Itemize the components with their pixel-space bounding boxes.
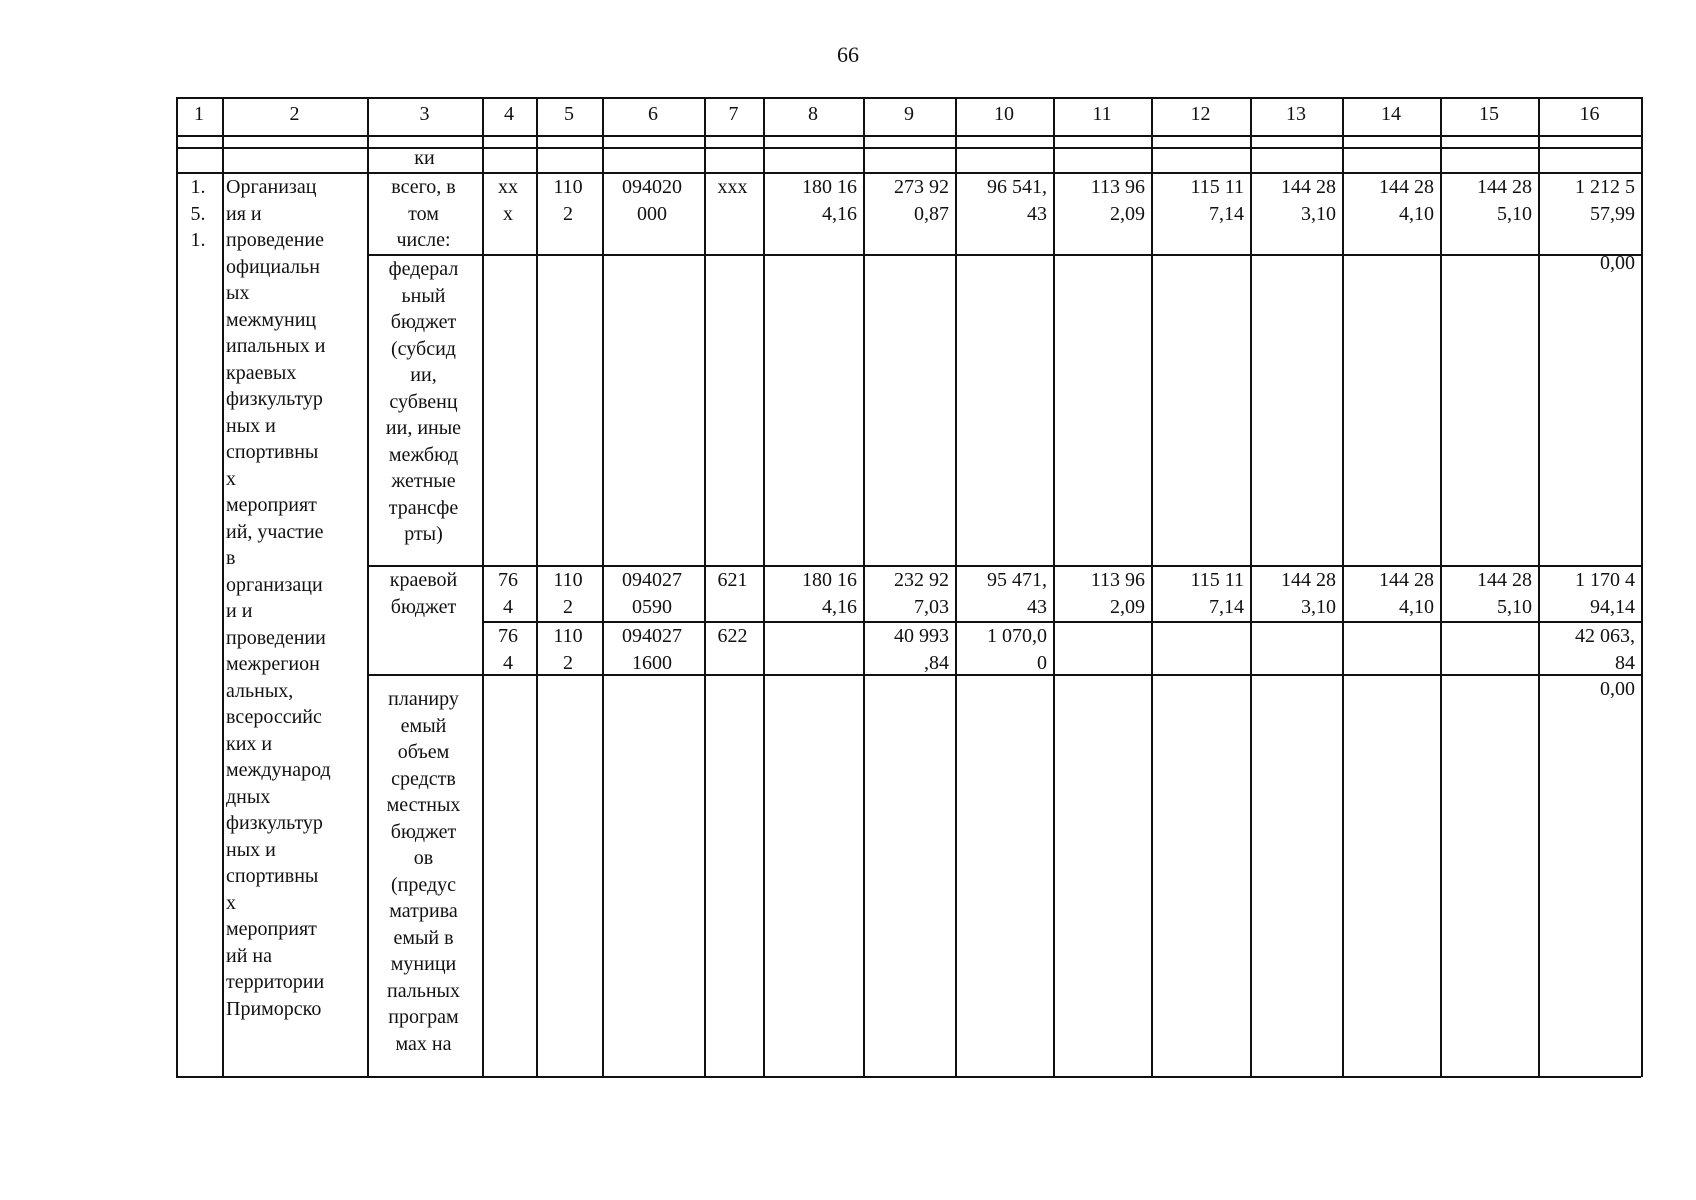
column-header-15: 15 bbox=[1479, 103, 1499, 125]
activity-name-line: организаци bbox=[226, 573, 323, 596]
regional-a-c12-line: 7,14 bbox=[1209, 595, 1244, 618]
funding-federal-label-line: ии, bbox=[410, 364, 437, 386]
table-column-rule bbox=[704, 97, 706, 1077]
activity-name-line: межмуниц bbox=[226, 308, 317, 331]
regional-a-c16 bbox=[1542, 567, 1635, 620]
column-header-1: 1 bbox=[194, 103, 204, 125]
regional-a-c14-line: 4,10 bbox=[1399, 595, 1434, 618]
continuation-text: ки bbox=[414, 147, 435, 169]
funding-federal-label-line: ьный bbox=[401, 284, 446, 307]
activity-name-line: ий на bbox=[226, 944, 272, 967]
regional-b-c10-line: 0 bbox=[1037, 651, 1047, 674]
activity-name-line: Организац bbox=[226, 176, 317, 198]
total-c12 bbox=[1155, 174, 1244, 227]
federal-c16: 0,00 bbox=[1600, 252, 1635, 274]
total-c9-line: 0,87 bbox=[914, 202, 949, 225]
activity-name-line: ий, участие bbox=[226, 520, 324, 543]
regional-b-c7 bbox=[708, 623, 757, 650]
regional-a-c10-line: 43 bbox=[1027, 595, 1047, 618]
funding-local-label-line: емый bbox=[400, 714, 447, 737]
regional-a-c6-line: 094027 bbox=[622, 569, 682, 591]
funding-local-label-line: объем bbox=[397, 741, 450, 763]
activity-name-line: х bbox=[226, 467, 236, 490]
regional-a-c5-line: 2 bbox=[563, 595, 573, 618]
total-c15-line: 144 28 bbox=[1477, 176, 1532, 198]
total-c8-line: 180 16 bbox=[802, 176, 857, 198]
regional-a-c12 bbox=[1155, 567, 1244, 620]
regional-a-c11-line: 113 96 bbox=[1090, 569, 1145, 591]
table-column-rule bbox=[763, 97, 765, 1077]
activity-name-line: х bbox=[226, 891, 236, 914]
activity-name-line: ия и bbox=[226, 202, 262, 225]
regional-b-c9-line: 40 993 bbox=[894, 625, 949, 647]
funding-federal-label-line: рты) bbox=[404, 523, 443, 545]
total-c7-line: ххх bbox=[717, 176, 748, 198]
funding-total-label-line: числе: bbox=[396, 229, 451, 251]
total-c7 bbox=[708, 174, 757, 201]
regional-a-c11 bbox=[1057, 567, 1145, 620]
funding-total-label-line: всего, в bbox=[391, 176, 456, 198]
total-c15 bbox=[1444, 174, 1532, 227]
table-column-rule bbox=[482, 97, 484, 1077]
activity-name-line: ых bbox=[226, 282, 250, 304]
regional-a-c16-line: 1 170 4 bbox=[1575, 569, 1635, 591]
column-header-9: 9 bbox=[904, 103, 914, 125]
activity-name-line: спортивны bbox=[226, 865, 319, 887]
funding-federal-label bbox=[371, 256, 476, 548]
regional-a-c4 bbox=[486, 567, 530, 620]
regional-a-c6-line: 0590 bbox=[632, 595, 672, 618]
regional-a-c10-line: 95 471, bbox=[987, 569, 1047, 591]
regional-b-c5-line: 110 bbox=[553, 625, 583, 647]
column-header-2: 2 bbox=[289, 103, 300, 125]
funding-regional-label-line: бюджет bbox=[390, 595, 457, 618]
regional-a-c13-line: 144 28 bbox=[1281, 569, 1336, 591]
activity-name-line: всероссийс bbox=[226, 706, 322, 728]
total-c8-line: 4,16 bbox=[822, 202, 857, 225]
funding-local-label-line: бюджет bbox=[390, 820, 457, 843]
regional-b-c5-line: 2 bbox=[563, 651, 573, 674]
regional-b-c9-line: ,84 bbox=[924, 651, 949, 674]
total-c16 bbox=[1542, 174, 1635, 227]
column-header-5: 5 bbox=[564, 103, 574, 125]
total-c14-line: 144 28 bbox=[1379, 176, 1434, 198]
total-c13-line: 3,10 bbox=[1301, 202, 1336, 225]
regional-a-c9-line: 232 92 bbox=[894, 569, 949, 591]
regional-b-c16-line: 84 bbox=[1615, 651, 1635, 674]
activity-name-line: Приморско bbox=[226, 997, 322, 1020]
total-c4-line: хх bbox=[498, 176, 518, 198]
column-header-7: 7 bbox=[728, 103, 739, 125]
activity-name-line: спортивны bbox=[226, 441, 319, 463]
total-c10-line: 43 bbox=[1027, 202, 1047, 225]
table-rule bbox=[367, 254, 1641, 256]
funding-total-label-line: том bbox=[408, 202, 439, 225]
table-rule bbox=[176, 97, 1641, 99]
regional-b-c4-line: 4 bbox=[503, 651, 513, 674]
funding-local-label-line: муници bbox=[390, 953, 457, 975]
total-c16-line: 57,99 bbox=[1590, 202, 1635, 225]
funding-local-label-line: местных bbox=[386, 794, 461, 816]
regional-b-c9 bbox=[867, 623, 949, 676]
regional-a-c13-line: 3,10 bbox=[1301, 595, 1336, 618]
total-c5-line: 110 bbox=[553, 176, 583, 198]
funding-federal-label-line: трансфе bbox=[388, 496, 459, 519]
column-header-14: 14 bbox=[1381, 103, 1401, 125]
regional-b-c6-line: 094027 bbox=[622, 625, 682, 647]
regional-a-c16-line: 94,14 bbox=[1590, 595, 1635, 618]
activity-name-line: проведении bbox=[226, 626, 326, 649]
funding-federal-label-line: субвенц bbox=[389, 390, 458, 413]
activity-name-line: международ bbox=[226, 759, 331, 781]
table-column-rule bbox=[602, 97, 604, 1077]
funding-local-label-line: матрива bbox=[389, 900, 458, 922]
total-c8 bbox=[767, 174, 857, 227]
funding-local-label-line: емый в bbox=[393, 926, 454, 949]
activity-name-line: дных bbox=[226, 785, 271, 808]
funding-local-label-line: планиру bbox=[388, 688, 459, 710]
activity-name bbox=[226, 174, 361, 1022]
table-column-rule bbox=[222, 97, 224, 1077]
activity-name-line: ких и bbox=[226, 732, 273, 755]
table-column-rule bbox=[1641, 97, 1643, 1077]
activity-name-line: межрегион bbox=[226, 653, 320, 675]
row-number bbox=[180, 174, 216, 254]
total-c9 bbox=[867, 174, 949, 227]
activity-name-line: территории bbox=[226, 971, 325, 993]
total-c6-line: 000 bbox=[637, 202, 667, 225]
funding-local-label-line: (предус bbox=[390, 873, 457, 896]
activity-name-line: в bbox=[226, 547, 236, 569]
regional-b-c4-line: 76 bbox=[498, 625, 518, 647]
table-column-rule bbox=[1053, 97, 1055, 1077]
regional-a-c6 bbox=[606, 567, 698, 620]
regional-a-c10 bbox=[959, 567, 1047, 620]
total-c12-line: 7,14 bbox=[1209, 202, 1244, 225]
regional-a-c14 bbox=[1346, 567, 1434, 620]
funding-federal-label-line: межбюд bbox=[388, 443, 459, 466]
regional-a-c4-line: 76 bbox=[498, 569, 518, 591]
activity-name-line: альных, bbox=[226, 679, 294, 702]
regional-a-c8-line: 4,16 bbox=[822, 595, 857, 618]
regional-b-c4 bbox=[486, 623, 530, 676]
funding-local-label-line: средств bbox=[391, 767, 456, 790]
activity-name-line: краевых bbox=[226, 361, 297, 384]
regional-a-c5-line: 110 bbox=[553, 569, 583, 591]
funding-federal-label-line: (субсид bbox=[391, 337, 456, 360]
activity-name-line: ипальных и bbox=[226, 335, 326, 357]
regional-a-c14-line: 144 28 bbox=[1379, 569, 1434, 591]
regional-a-c7 bbox=[708, 567, 757, 594]
regional-a-c9-line: 7,03 bbox=[914, 595, 949, 618]
total-c11-line: 2,09 bbox=[1110, 202, 1145, 225]
funding-regional-label bbox=[371, 567, 476, 620]
activity-name-line: мероприят bbox=[226, 918, 317, 940]
funding-federal-label-line: федерал bbox=[388, 258, 459, 280]
activity-name-line: физкультур bbox=[226, 388, 323, 410]
local-c16: 0,00 bbox=[1600, 678, 1635, 700]
table-column-rule bbox=[176, 97, 178, 1077]
activity-name-line: ных и bbox=[226, 414, 276, 437]
regional-b-c16-line: 42 063, bbox=[1575, 625, 1635, 647]
regional-b-c16 bbox=[1542, 623, 1635, 676]
funding-local-label-line: мах на bbox=[395, 1032, 452, 1055]
activity-name-line: физкультур bbox=[226, 812, 323, 834]
total-c6 bbox=[606, 174, 698, 227]
regional-a-c8-line: 180 16 bbox=[802, 569, 857, 591]
column-header-4: 4 bbox=[504, 103, 514, 125]
column-header-11: 11 bbox=[1092, 103, 1112, 125]
column-header-10: 10 bbox=[994, 103, 1014, 125]
regional-a-c5 bbox=[540, 567, 596, 620]
regional-b-c10-line: 1 070,0 bbox=[987, 625, 1047, 647]
column-header-3: 3 bbox=[419, 103, 430, 125]
regional-b-c6 bbox=[606, 623, 698, 676]
regional-b-c6-line: 1600 bbox=[632, 651, 672, 674]
total-c5 bbox=[540, 174, 596, 227]
total-c14 bbox=[1346, 174, 1434, 227]
page-number: 66 bbox=[837, 42, 859, 67]
regional-a-c11-line: 2,09 bbox=[1110, 595, 1145, 618]
activity-name-line: официальн bbox=[226, 255, 320, 278]
table-column-rule bbox=[536, 97, 538, 1077]
regional-a-c8 bbox=[767, 567, 857, 620]
regional-a-c7-line: 621 bbox=[717, 569, 748, 591]
total-c6-line: 094020 bbox=[622, 176, 682, 198]
table-column-rule bbox=[955, 97, 957, 1077]
activity-name-line: проведение bbox=[226, 229, 324, 251]
regional-a-c12-line: 115 11 bbox=[1190, 569, 1244, 591]
regional-b-c10 bbox=[959, 623, 1047, 676]
table-column-rule bbox=[1440, 97, 1442, 1077]
funding-federal-label-line: ии, иные bbox=[385, 417, 462, 439]
total-c16-line: 1 212 5 bbox=[1575, 176, 1635, 198]
regional-b-c5 bbox=[540, 623, 596, 676]
funding-local-label bbox=[371, 686, 476, 1057]
total-c4 bbox=[486, 174, 530, 227]
total-c14-line: 4,10 bbox=[1399, 202, 1434, 225]
regional-b-c7-line: 622 bbox=[717, 625, 748, 647]
table-column-rule bbox=[1250, 97, 1252, 1077]
regional-a-c15 bbox=[1444, 567, 1532, 620]
column-header-12: 12 bbox=[1190, 103, 1211, 125]
regional-a-c15-line: 5,10 bbox=[1497, 595, 1532, 618]
funding-federal-label-line: жетные bbox=[391, 470, 456, 492]
total-c10-line: 96 541, bbox=[987, 176, 1047, 198]
table-column-rule bbox=[1151, 97, 1153, 1077]
activity-name-line: и и bbox=[226, 600, 253, 622]
funding-federal-label-line: бюджет bbox=[390, 311, 457, 333]
row-number-line: 1. bbox=[190, 176, 206, 198]
column-header-6: 6 bbox=[648, 103, 658, 125]
regional-a-c4-line: 4 bbox=[503, 595, 513, 618]
table-rule bbox=[176, 1076, 1641, 1078]
total-c11-line: 113 96 bbox=[1090, 176, 1145, 198]
total-c12-line: 115 11 bbox=[1190, 176, 1244, 198]
total-c13-line: 144 28 bbox=[1281, 176, 1336, 198]
total-c10 bbox=[959, 174, 1047, 227]
total-c11 bbox=[1057, 174, 1145, 227]
total-c4-line: х bbox=[503, 202, 513, 225]
column-header-13: 13 bbox=[1286, 103, 1306, 125]
row-number-line: 1. bbox=[190, 229, 206, 251]
row-number-line: 5. bbox=[190, 202, 206, 225]
funding-total-label bbox=[371, 174, 476, 254]
activity-name-line: ных и bbox=[226, 838, 276, 861]
funding-local-label-line: пальных bbox=[387, 979, 460, 1002]
regional-a-c13 bbox=[1254, 567, 1336, 620]
table-column-rule bbox=[1538, 97, 1540, 1077]
regional-a-c15-line: 144 28 bbox=[1477, 569, 1532, 591]
regional-a-c9 bbox=[867, 567, 949, 620]
table-rule bbox=[176, 135, 1641, 137]
table-column-rule bbox=[1342, 97, 1344, 1077]
activity-name-line: мероприят bbox=[226, 494, 317, 516]
total-c5-line: 2 bbox=[563, 202, 573, 225]
total-c9-line: 273 92 bbox=[894, 176, 949, 198]
column-header-8: 8 bbox=[808, 103, 818, 125]
funding-local-label-line: ов bbox=[413, 847, 434, 869]
table-column-rule bbox=[863, 97, 865, 1077]
total-c13 bbox=[1254, 174, 1336, 227]
table-column-rule bbox=[367, 97, 369, 1077]
funding-regional-label-line: краевой bbox=[389, 569, 458, 591]
total-c15-line: 5,10 bbox=[1497, 202, 1532, 225]
column-header-16: 16 bbox=[1579, 103, 1600, 125]
funding-local-label-line: програм bbox=[388, 1006, 459, 1028]
